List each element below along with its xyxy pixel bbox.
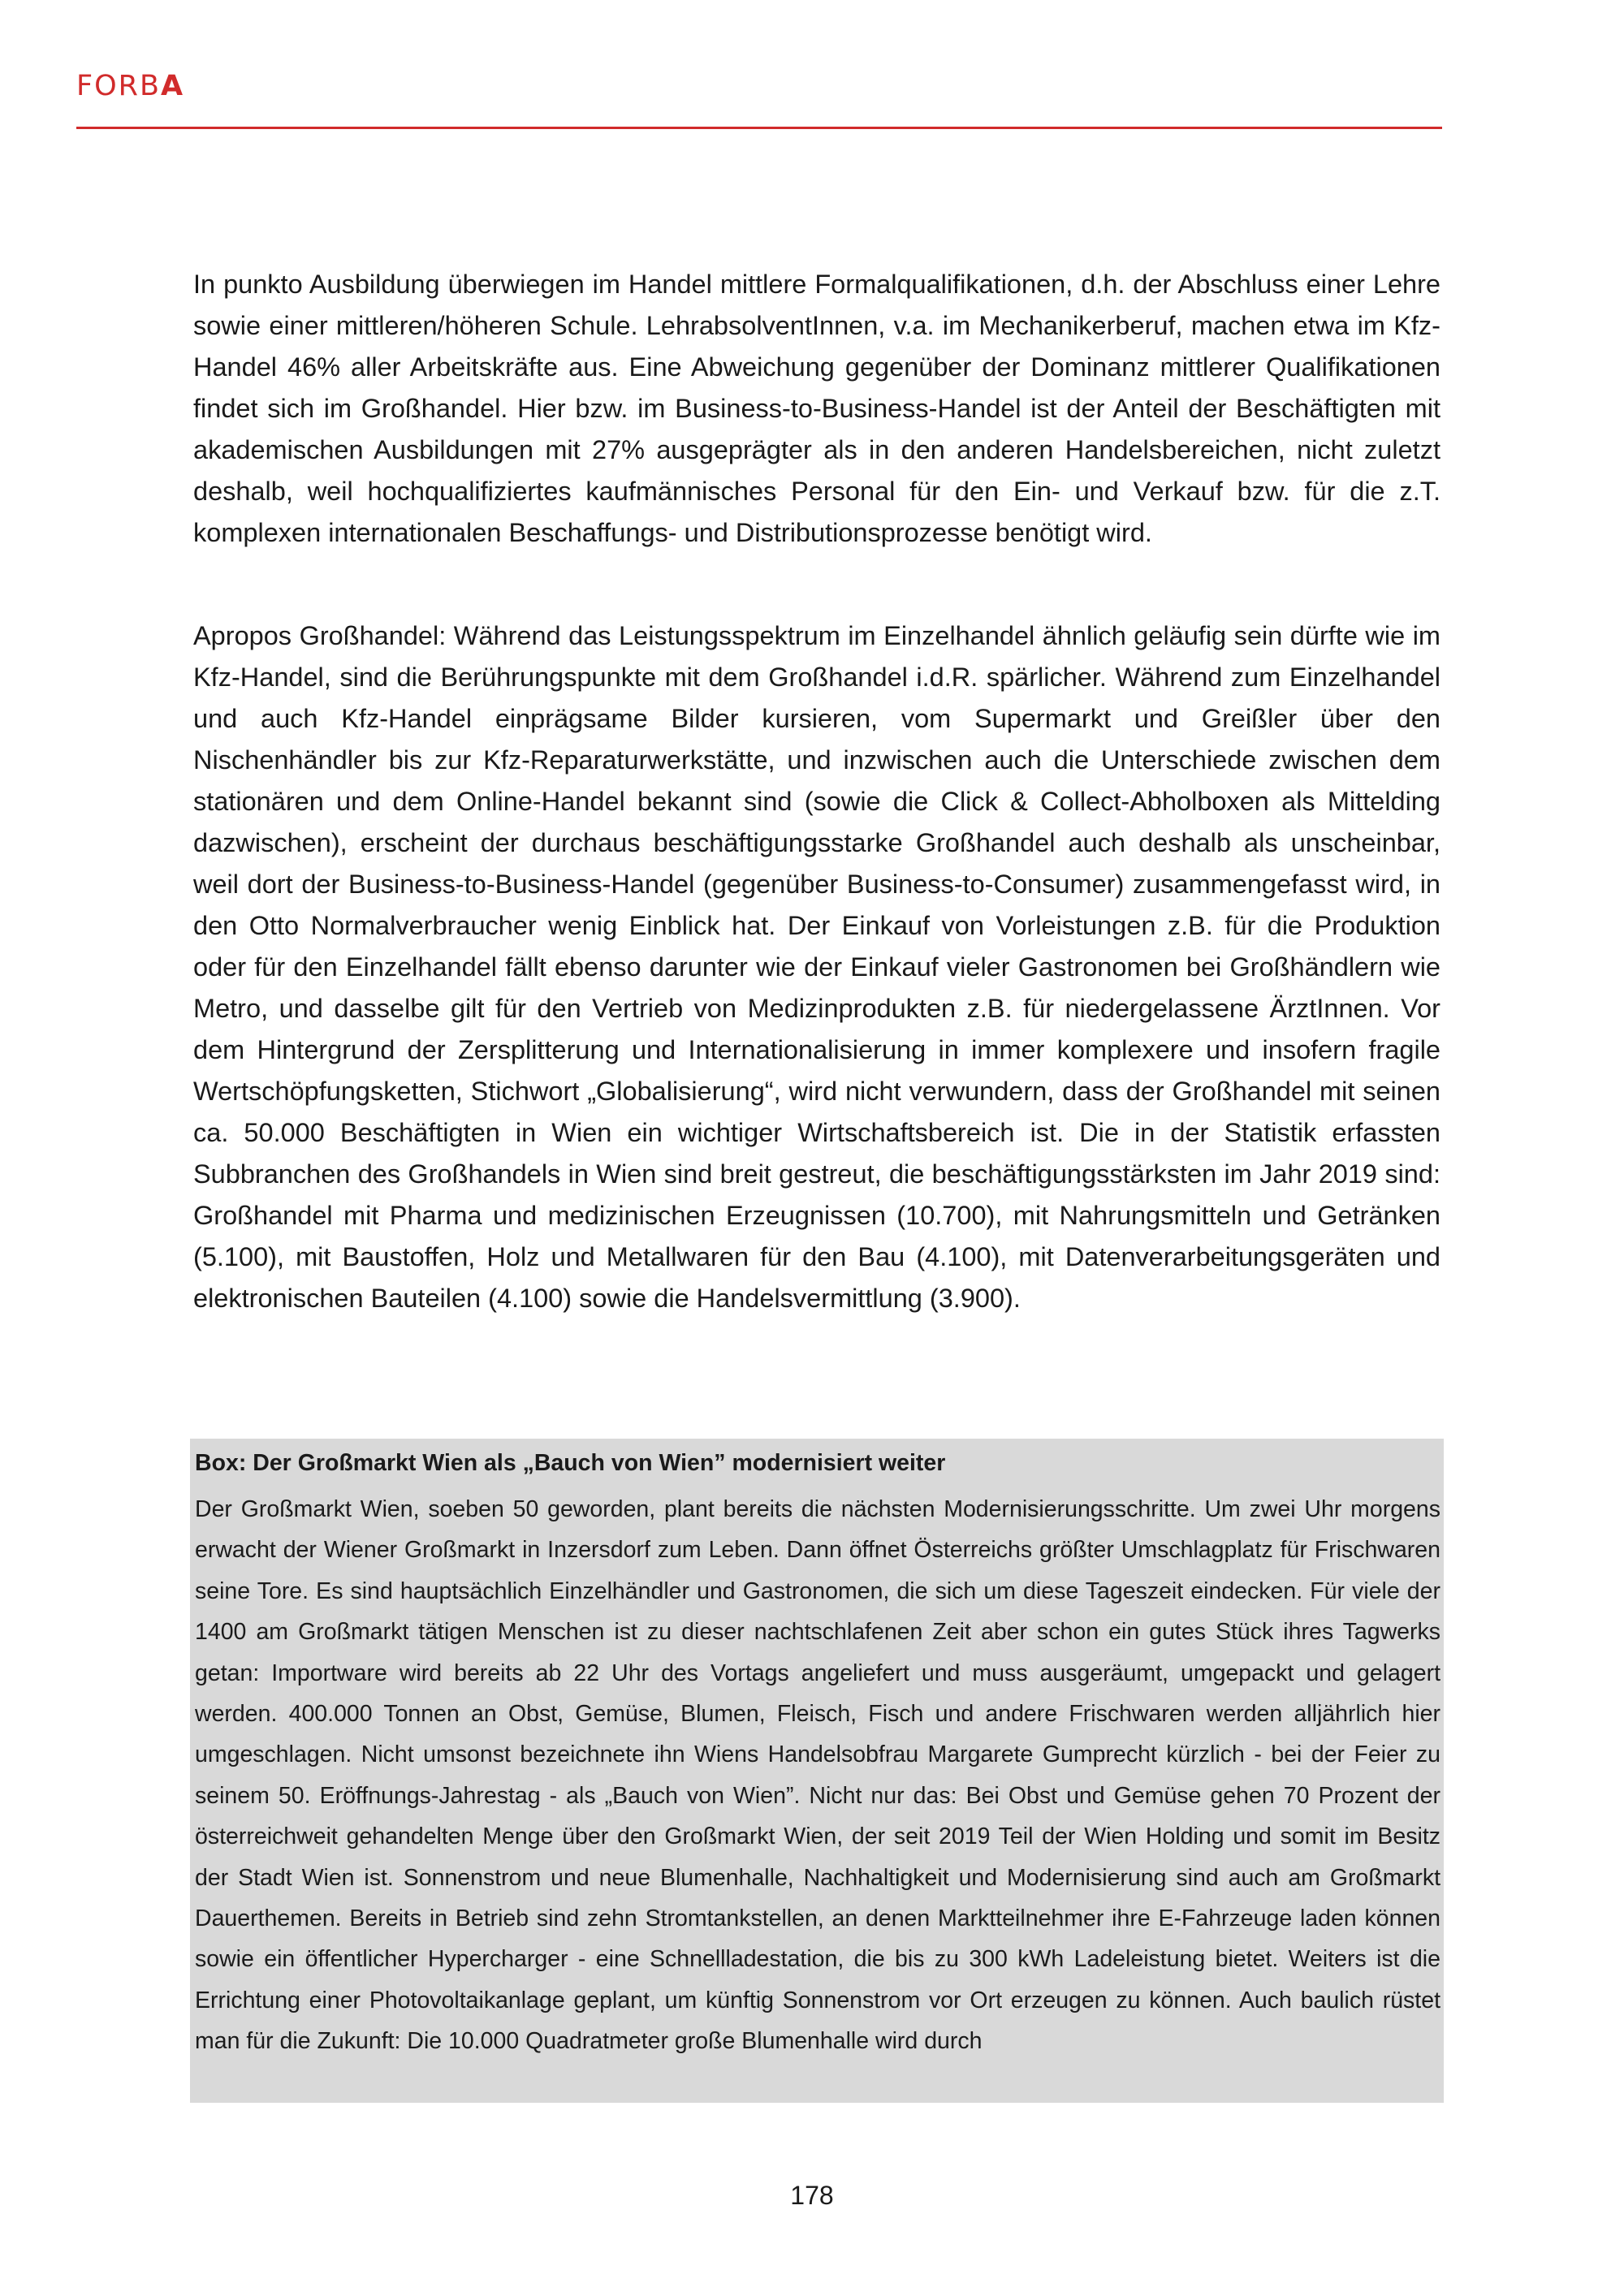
box-text: Der Großmarkt Wien, soeben 50 geworden, plant bereits die nächsten Modernisierungsschritte. Um zwei Uhr morgens erwacht der Wiener Großmarkt in Inzersdorf zum Leben. Dann öffnet Österreichs größter Umschlagplatz für Frischwaren seine Tore. Es sind hauptsächlich Einzelhändler und Gastronomen, die sich um diese Tageszeit eindecken. Für viele der 1400 am Großmarkt tätigen Menschen ist zu dieser nachtschlafenen Zeit aber schon ein gutes Stück ihres Tagwerks getan: Importware wird bereits ab 22 Uhr des Vortags angeliefert und muss ausgeräumt, umgepackt und gelagert werden. 400.000 Tonnen an Obst, Gemüse, Blumen, Fleisch, Fisch und andere Frischwaren werden alljährlich hier umgeschlagen. Nicht umsonst bezeichnete ihn Wiens Handelsobfrau Margarete Gumprecht kürzlich - bei der Feier zu seinem 50. Eröffnungs-Jahrestag - als „Bauch von Wien”. Nicht nur das: Bei Obst und Gemüse gehen 70 Prozent der österreichweit gehandelten Menge über den Großmarkt Wien, der seit 2019 Teil der Wien Holding und somit im Besitz der Stadt Wien ist. Sonnenstrom und neue Blumenhalle, Nachhaltigkeit und Modernisierung sind auch am Großmarkt Dauerthemen. Bereits in Betrieb sind zehn Stromtankstellen, an denen Marktteilnehmer ihre E-Fahrzeuge laden können sowie ein öffentlicher Hypercharger - eine Schnellladestation, die bis zu 300 kWh Ladeleistung bietet. Weiters ist die Errichtung einer Photovoltaikanlage geplant, um künftig Sonnenstrom vor Ort erzeugen zu können. Auch baulich rüstet man für die Zukunft: Die 10.000 Quadratmeter große Blumenhalle wird durch: [195, 1496, 1440, 2055]
body-paragraph-1: In punkto Ausbildung überwiegen im Handel mittlere Formalqualifikationen, d.h. der Abschluss einer Lehre sowie einer mittleren/höheren Schule. LehrabsolventInnen, v.a. im Mechanikerberuf, machen etwa im Kfz-Handel 46% aller Arbeitskräfte aus. Eine Abweichung gegenüber der Dominanz mittlerer Qualifikationen findet sich im Großhandel. Hier bzw. im Business-to-Business-Handel ist der Anteil der Beschäftigten mit akademischen Ausbildungen mit 27% ausgeprägter als in den anderen Handelsbereichen, nicht zuletzt deshalb, weil hochqualifiziertes kaufmännisches Personal für den Ein- und Verkauf bzw. für die z.T. komplexen internationalen Beschaffungs- und Distributionsprozesse benötigt wird.: [193, 270, 1440, 547]
logo-accent-letter: A: [161, 70, 185, 102]
page-number: 178: [790, 2181, 834, 2210]
forba-logo: [76, 70, 184, 102]
body-paragraph-2: Apropos Großhandel: Während das Leistungsspektrum im Einzelhandel ähnlich geläufig sein dürfte wie im Kfz-Handel, sind die Berührungspunkte mit dem Großhandel i.d.R. spärlicher. Während zum Einzelhandel und auch Kfz-Handel einprägsame Bilder kursieren, vom Supermarkt und Greißler über den Nischenhändler bis zur Kfz-Reparaturwerkstätte, und inzwischen auch die Unterschiede zwischen dem stationären und dem Online-Handel bekannt sind (sowie die Click & Collect-Abholboxen als Mittelding dazwischen), erscheint der durchaus beschäftigungsstarke Großhandel auch deshalb als unscheinbar, weil dort der Business-to-Business-Handel (gegenüber Business-to-Consumer) zusammengefasst wird, in den Otto Normalverbraucher wenig Einblick hat. Der Einkauf von Vorleistungen z.B. für die Produktion oder für den Einzelhandel fällt ebenso darunter wie der Einkauf vieler Gastronomen bei Großhändlern wie Metro, und dasselbe gilt für den Vertrieb von Medizinprodukten z.B. für niedergelassene ÄrztInnen. Vor dem Hintergrund der Zersplitterung und Internationalisierung in immer komplexere und insofern fragile Wertschöpfungsketten, Stichwort „Globalisierung“, wird nicht verwundern, dass der Großhandel mit seinen ca. 50.000 Beschäftigten in Wien ein wichtiger Wirtschaftsbereich ist. Die in der Statistik erfassten Subbranchen des Großhandels in Wien sind breit gestreut, die beschäftigungsstärksten im Jahr 2019 sind: Großhandel mit Pharma und medizinischen Erzeugnissen (10.700), mit Nahrungsmitteln und Getränken (5.100), mit Baustoffen, Holz und Metallwaren für den Bau (4.100), mit Datenverarbeitungsgeräten und elektronischen Bauteilen (4.100) sowie die Handelsvermittlung (3.900).: [193, 621, 1440, 1313]
header-divider: [76, 127, 1442, 129]
info-box: [190, 1439, 1444, 2103]
box-title: Box: Der Großmarkt Wien als „Bauch von Wien” modernisiert weiter: [195, 1450, 946, 1476]
logo-text: FORB: [76, 70, 162, 102]
